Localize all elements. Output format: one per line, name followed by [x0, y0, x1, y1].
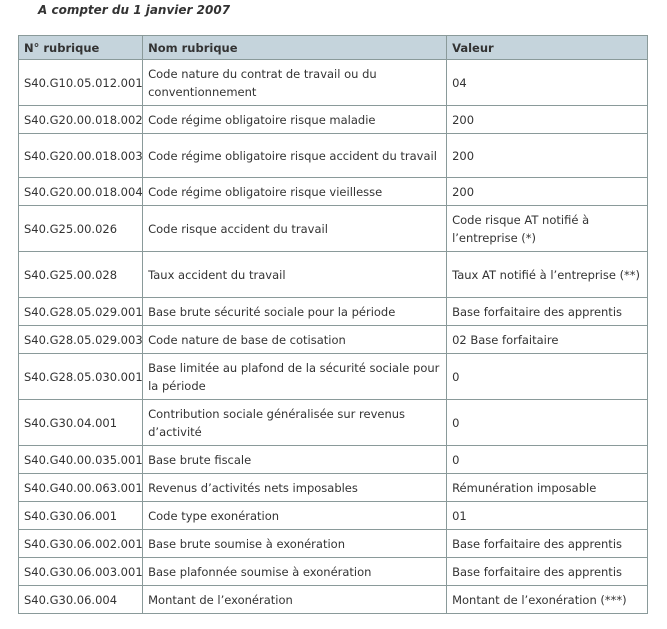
rubriques-table [18, 35, 648, 614]
table-row [19, 446, 648, 474]
cell-valeur: 0 [447, 354, 648, 400]
cell-valeur: 04 [447, 60, 648, 106]
cell-numero: S40.G20.00.018.004 [19, 178, 143, 206]
cell-valeur: Base forfaitaire des apprentis [447, 558, 648, 586]
cell-numero: S40.G20.00.018.002 [19, 106, 143, 134]
table-row [19, 252, 648, 298]
table-row [19, 530, 648, 558]
table-row [19, 106, 648, 134]
table-row [19, 298, 648, 326]
table-row [19, 60, 648, 106]
cell-nom: Taux accident du travail [143, 252, 447, 298]
cell-nom: Code régime obligatoire risque accident du travail [143, 134, 447, 178]
table-row [19, 134, 648, 178]
table-row [19, 326, 648, 354]
cell-valeur: Montant de l’exonération (***) [447, 586, 648, 614]
cell-valeur: 01 [447, 502, 648, 530]
table-header-row [19, 36, 648, 60]
cell-valeur: Base forfaitaire des apprentis [447, 298, 648, 326]
cell-numero: S40.G25.00.026 [19, 206, 143, 252]
cell-nom: Revenus d’activités nets imposables [143, 474, 447, 502]
cell-nom: Code nature de base de cotisation [143, 326, 447, 354]
cell-nom: Code régime obligatoire risque vieillesse [143, 178, 447, 206]
cell-valeur: Rémunération imposable [447, 474, 648, 502]
cell-valeur: Taux AT notifié à l’entreprise (**) [447, 252, 648, 298]
cell-nom: Code nature du contrat de travail ou du conventionnement [143, 60, 447, 106]
header-numero-rubrique: N° rubrique [19, 36, 143, 60]
table-row [19, 474, 648, 502]
cell-valeur: 200 [447, 134, 648, 178]
table-row [19, 558, 648, 586]
cell-numero: S40.G28.05.029.001 [19, 298, 143, 326]
header-valeur: Valeur [447, 36, 648, 60]
cell-valeur: 200 [447, 106, 648, 134]
cell-numero: S40.G30.06.003.001 [19, 558, 143, 586]
cell-nom: Base brute sécurité sociale pour la période [143, 298, 447, 326]
header-nom-rubrique: Nom rubrique [143, 36, 447, 60]
cell-numero: S40.G28.05.030.001 [19, 354, 143, 400]
cell-valeur: 0 [447, 400, 648, 446]
cell-valeur: 200 [447, 178, 648, 206]
cell-numero: S40.G20.00.018.003 [19, 134, 143, 178]
cell-nom: Contribution sociale généralisée sur revenus d’activité [143, 400, 447, 446]
cell-nom: Base limitée au plafond de la sécurité sociale pour la période [143, 354, 447, 400]
cell-valeur: 02 Base forfaitaire [447, 326, 648, 354]
cell-numero: S40.G30.06.002.001 [19, 530, 143, 558]
table-row [19, 400, 648, 446]
table-caption: A compter du 1 janvier 2007 [38, 3, 231, 17]
cell-numero: S40.G30.06.001 [19, 502, 143, 530]
table-row [19, 354, 648, 400]
table-row [19, 178, 648, 206]
cell-nom: Base brute fiscale [143, 446, 447, 474]
cell-numero: S40.G25.00.028 [19, 252, 143, 298]
cell-nom: Code régime obligatoire risque maladie [143, 106, 447, 134]
cell-valeur: Base forfaitaire des apprentis [447, 530, 648, 558]
cell-numero: S40.G10.05.012.001 [19, 60, 143, 106]
cell-nom: Base plafonnée soumise à exonération [143, 558, 447, 586]
cell-valeur: Code risque AT notifié à l’entreprise (*) [447, 206, 648, 252]
cell-valeur: 0 [447, 446, 648, 474]
cell-numero: S40.G40.00.063.001 [19, 474, 143, 502]
cell-nom: Code risque accident du travail [143, 206, 447, 252]
table-row [19, 502, 648, 530]
cell-numero: S40.G40.00.035.001 [19, 446, 143, 474]
cell-nom: Montant de l’exonération [143, 586, 447, 614]
cell-numero: S40.G30.06.004 [19, 586, 143, 614]
cell-numero: S40.G28.05.029.003 [19, 326, 143, 354]
cell-nom: Code type exonération [143, 502, 447, 530]
table-row [19, 586, 648, 614]
table-row [19, 206, 648, 252]
cell-numero: S40.G30.04.001 [19, 400, 143, 446]
cell-nom: Base brute soumise à exonération [143, 530, 447, 558]
